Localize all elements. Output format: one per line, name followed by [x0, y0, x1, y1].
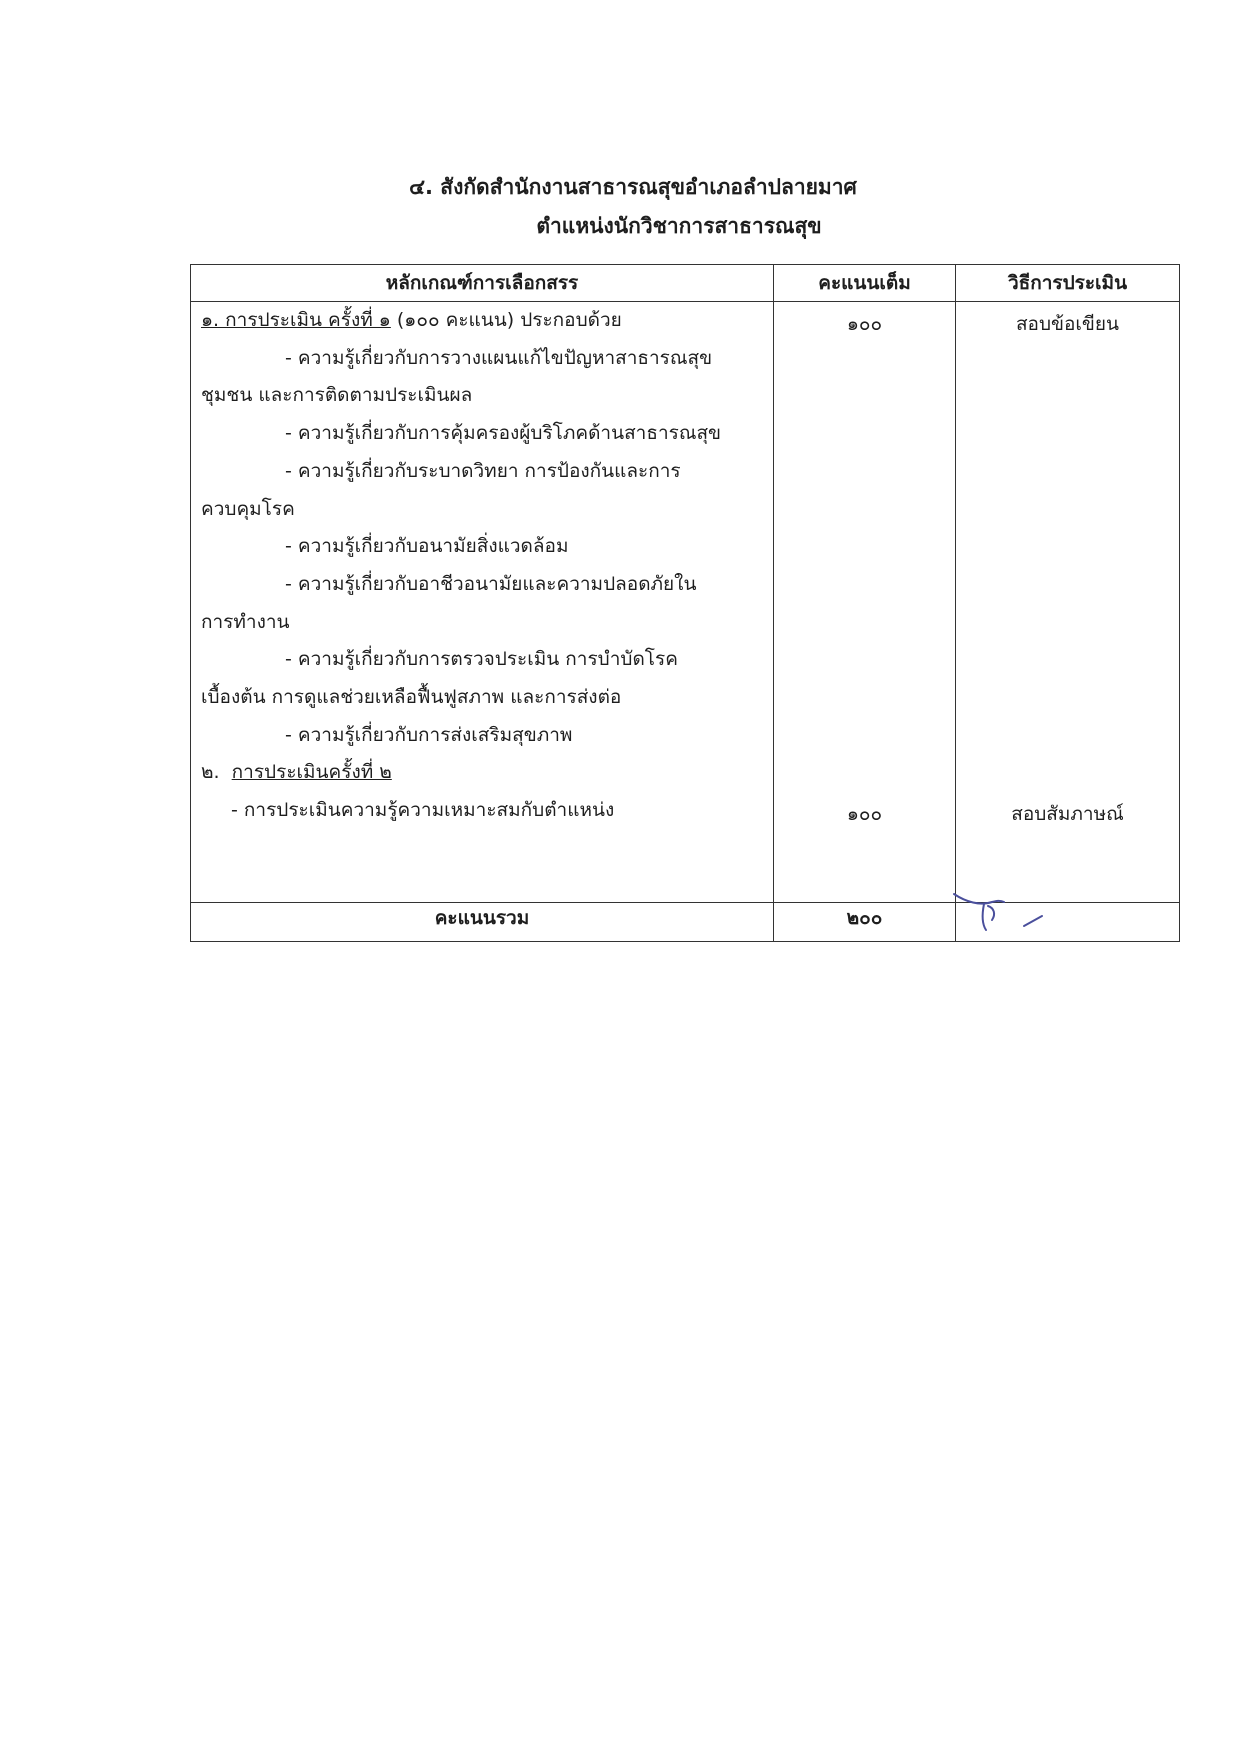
position-title: ตำแหน่งนักวิชาการสาธารณสุข	[536, 214, 822, 238]
part2-score: ๑๐๐	[846, 802, 883, 825]
column-header-method: วิธีการประเมิน	[956, 265, 1180, 302]
table-header-row	[191, 265, 1180, 302]
part1-heading	[201, 302, 763, 340]
part1-title: ๑. การประเมิน ครั้งที่ ๑	[201, 309, 391, 331]
criteria-cell	[191, 302, 774, 903]
criteria-table	[190, 264, 1180, 942]
list-item-continuation: ชุมชน และการติดตามประเมินผล	[201, 384, 473, 407]
list-item-continuation: ควบคุมโรค	[201, 497, 295, 520]
list-item: - ความรู้เกี่ยวกับการวางแผนแก้ไขปัญหาสาธารณสุข	[285, 346, 713, 369]
total-score: ๒๐๐	[774, 903, 956, 942]
document-heading: ๔. สังกัดสำนักงานสาธารณสุขอำเภอลำปลายมาศ	[409, 175, 857, 199]
part2-heading	[201, 754, 763, 792]
part2-title: การประเมินครั้งที่ ๒	[231, 761, 392, 784]
part2-method: สอบสัมภาษณ์	[1011, 802, 1124, 825]
total-label: คะแนนรวม	[191, 903, 774, 942]
list-item: - ความรู้เกี่ยวกับระบาดวิทยา การป้องกันและการ	[285, 459, 681, 482]
method-cell	[956, 302, 1180, 903]
part1-suffix: (๑๐๐ คะแนน) ประกอบด้วย	[390, 309, 622, 331]
part1-score: ๑๐๐	[846, 313, 883, 335]
list-item: - ความรู้เกี่ยวกับการส่งเสริมสุขภาพ	[285, 723, 573, 746]
list-item: - ความรู้เกี่ยวกับการตรวจประเมิน การบำบัดโรค	[285, 648, 678, 671]
full-score-cell	[774, 302, 956, 903]
list-item: - ความรู้เกี่ยวกับอนามัยสิ่งแวดล้อม	[285, 535, 569, 558]
column-header-full-score: คะแนนเต็ม	[774, 265, 956, 302]
part2-number: ๒.	[201, 761, 220, 784]
handwritten-signature	[948, 884, 1048, 944]
list-item: - ความรู้เกี่ยวกับอาชีวอนามัยและความปลอดภัยใน	[285, 572, 697, 595]
column-header-criteria: หลักเกณฑ์การเลือกสรร	[191, 265, 774, 302]
part1-method: สอบข้อเขียน	[1015, 313, 1120, 335]
list-item-continuation: เบื้องต้น การดูแลช่วยเหลือฟื้นฟูสภาพ และการส่งต่อ	[201, 686, 622, 709]
list-item: - ความรู้เกี่ยวกับการคุ้มครองผู้บริโภคด้านสาธารณสุข	[285, 422, 722, 445]
list-item-continuation: การทำงาน	[201, 610, 290, 633]
table-row	[191, 302, 1180, 903]
part2-item: - การประเมินความรู้ความเหมาะสมกับตำแหน่ง	[231, 799, 615, 822]
